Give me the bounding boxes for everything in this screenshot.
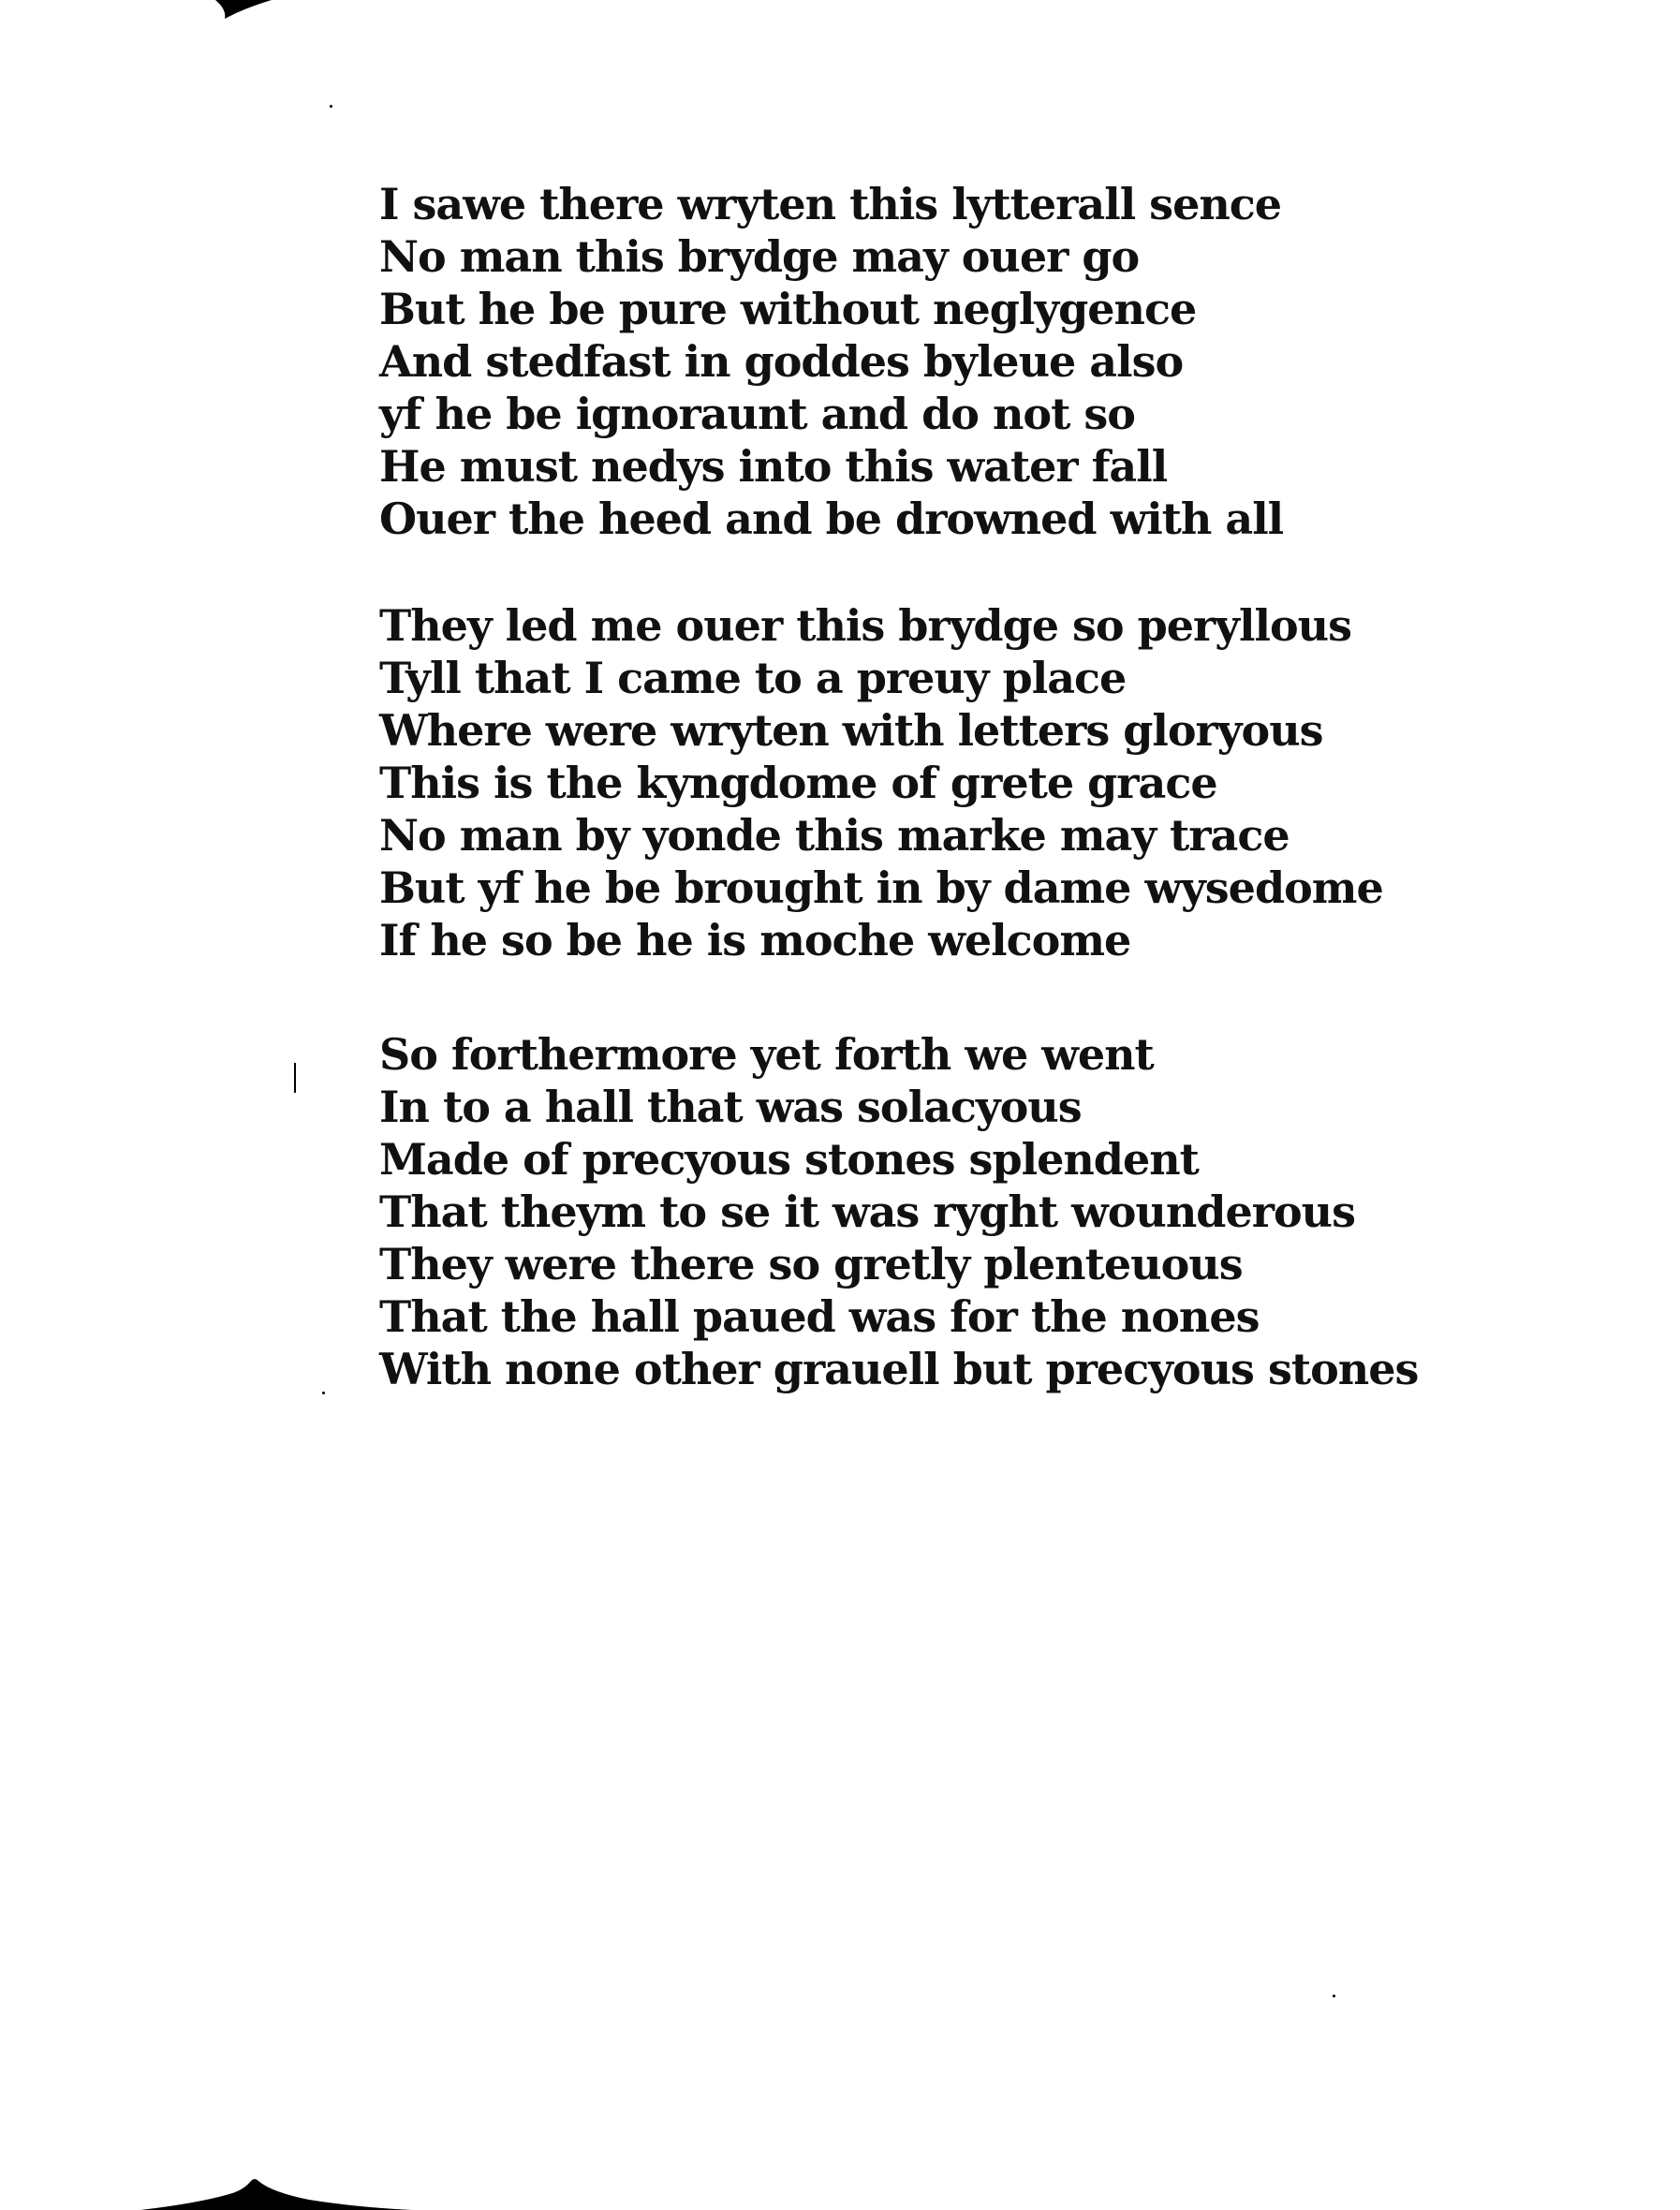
speck — [330, 105, 332, 108]
poem-line: No man by yonde this marke may trace — [379, 810, 1289, 861]
poem-line: In to a hall that was solacyous — [379, 1082, 1082, 1132]
poem-line: They led me ouer this brydge so peryllous — [379, 600, 1351, 651]
poem-line: This is the kyngdome of grete grace — [379, 758, 1217, 808]
poem-line: They were there so gretly plenteuous — [379, 1239, 1243, 1289]
speck — [322, 1392, 325, 1394]
margin-mark — [294, 1063, 296, 1093]
page-edge-mark-top — [215, 0, 272, 19]
poem-line: He must nedys into this water fall — [379, 441, 1168, 492]
stanza-1 — [379, 178, 1283, 545]
poem-line: That theym to se it was ryght wounderous — [379, 1186, 1355, 1237]
speck — [1333, 1995, 1335, 1997]
poem-line: So forthermore yet forth we went — [379, 1029, 1154, 1080]
poem-line: No man this brydge may ouer go — [379, 231, 1140, 282]
poem-line: But he be pure without neglygence — [379, 284, 1197, 334]
poem-line: Tyll that I came to a preuy place — [379, 653, 1127, 703]
poem-line: That the hall paued was for the nones — [379, 1291, 1260, 1342]
poem-line: I sawe there wryten this lytterall sence — [379, 179, 1282, 229]
poem-line: Ouer the heed and be drowned with all — [379, 494, 1284, 544]
poem-line: If he so be he is moche welcome — [379, 915, 1131, 965]
poem-line: But yf he be brought in by dame wysedome — [379, 862, 1383, 913]
stanza-2 — [379, 599, 1383, 966]
poem-line: Made of precyous stones splendent — [379, 1134, 1199, 1185]
stanza-3 — [379, 1028, 1418, 1395]
page-edge-mark-bottom — [140, 2177, 412, 2210]
poem-line: And stedfast in goddes byleue also — [379, 336, 1184, 387]
poem-line: Where were wryten with letters gloryous — [379, 705, 1323, 756]
poem-line: With none other grauell but precyous stones — [379, 1344, 1419, 1394]
poem-line: yf he be ignoraunt and do not so — [379, 389, 1135, 439]
